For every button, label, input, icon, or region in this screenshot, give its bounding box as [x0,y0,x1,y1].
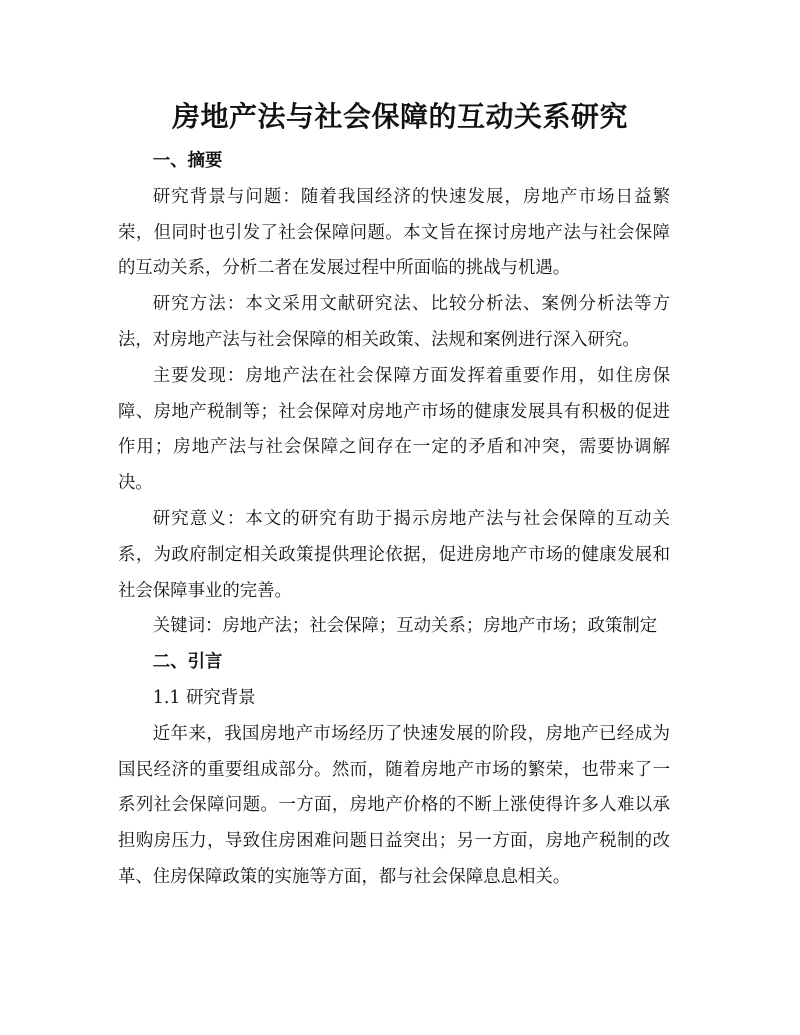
abstract-keywords-paragraph: 关键词：房地产法；社会保障；互动关系；房地产市场；政策制定 [152,616,658,637]
abstract-findings-paragraph: 主要发现：房地产法在社会保障方面发挥着重要作用，如住房保障、房地产税制等；社会保障对房地产市场的健康发展具有积极的促进作用；房地产法与社会保障之间存在一定的矛盾和冲突，需要协调解决。 [118,365,670,494]
abstract-significance-paragraph: 研究意义：本文的研究有助于揭示房地产法与社会保障的互动关系，为政府制定相关政策提供理论依据，促进房地产市场的健康发展和社会保障事业的完善。 [118,508,670,601]
abstract-methods-paragraph: 研究方法：本文采用文献研究法、比较分析法、案例分析法等方法，对房地产法与社会保障的相关政策、法规和案例进行深入研究。 [118,294,670,350]
subsection-heading-background: 1.1 研究背景 [152,687,256,708]
abstract-background-paragraph: 研究背景与问题：随着我国经济的快速发展，房地产市场日益繁荣，但同时也引发了社会保障问题。本文旨在探讨房地产法与社会保障的互动关系，分析二者在发展过程中所面临的挑战与机遇。 [118,186,670,279]
introduction-background-paragraph: 近年来，我国房地产市场经历了快速发展的阶段，房地产已经成为国民经济的重要组成部分。然而，随着房地产市场的繁荣，也带来了一系列社会保障问题。一方面，房地产价格的不断上涨使得许多人难以承担购房压力，导致住房困难问题日益突出；另一方面，房地产税制的改革、住房保障政策的实施等方面，都与社会保障息息相关。 [118,723,670,887]
section-heading-introduction: 二、引言 [152,652,223,673]
document-title: 房地产法与社会保障的互动关系研究 [171,100,628,133]
document-body [118,144,670,896]
section-heading-abstract: 一、摘要 [152,151,223,171]
